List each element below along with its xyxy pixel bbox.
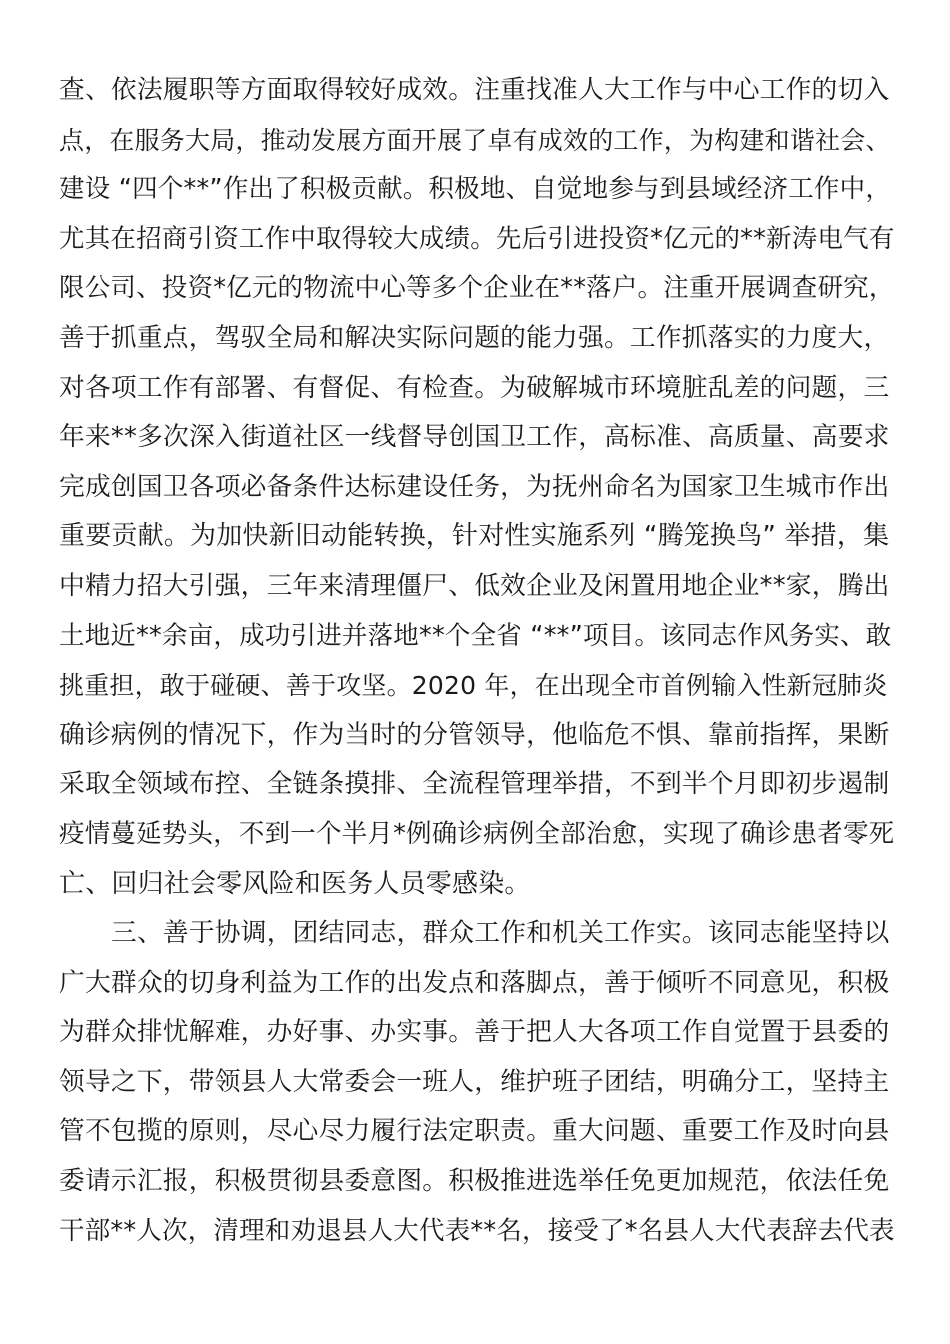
text-line: 干部**人次，清理和劝退县人大代表**名，接受了*名县人大代表辞去代表 [59,1215,895,1246]
body-text [59,66,895,1256]
text-line: 完成创国卫各项必备条件达标建设任务，为抚州命名为国家卫生城市作出 [59,471,890,502]
text-line: 领导之下，带领县人大常委会一班人，维护班子团结，明确分工，坚持主 [59,1066,890,1097]
text-line: 亡、回归社会零风险和医务人员零感染。 [59,868,531,899]
text-line: 重要贡献。为加快新旧动能转换，针对性实施系列 “腾笼换鸟” 举措，集 [59,521,890,552]
text-line: 挑重担，敢于碰硬、善于攻坚。2020 年，在出现全市首例输入性新冠肺炎 [59,671,888,701]
text-line: 对各项工作有部署、有督促、有检查。为破解城市环境脏乱差的问题，三 [59,372,890,403]
text-line: 中精力招大引强，三年来清理僵尸、低效企业及闲置用地企业**家，腾出 [59,570,890,601]
text-line: 确诊病例的情况下，作为当时的分管领导，他临危不惧、靠前指挥，果断 [59,719,890,750]
text-line: 广大群众的切身利益为工作的出发点和落脚点，善于倾听不同意见，积极 [59,967,890,998]
text-line: 土地近**余亩，成功引进并落地**个全省 “**”项目。该同志作风务实、敢 [59,620,892,651]
text-line: 点，在服务大局，推动发展方面开展了卓有成效的工作，为构建和谐社会、 [59,125,891,155]
text-line: 采取全领域布控、全链条摸排、全流程管理举措，不到半个月即初步遏制 [59,769,890,800]
text-line: 尤其在招商引资工作中取得较大成绩。先后引进投资*亿元的**新涛电气有 [59,223,895,254]
text-line: 管不包揽的原则，尽心尽力履行法定职责。重大问题、重要工作及时向县 [59,1116,890,1147]
text-line: 年来**多次深入街道社区一线督导创国卫工作，高标准、高质量、高要求 [59,422,890,453]
text-line: 善于抓重点，驾驭全局和解决实际问题的能力强。工作抓落实的力度大， [59,322,890,353]
text-line: 疫情蔓延势头，不到一个半月*例确诊病例全部治愈，实现了确诊患者零死 [59,818,895,849]
section-heading-line: 三、善于协调，团结同志，群众工作和机关工作实。该同志能坚持以 [111,918,890,949]
text-line: 委请示汇报，积极贯彻县委意图。积极推进选举任免更加规范，依法任免 [59,1166,890,1197]
text-line: 限公司、投资*亿元的物流中心等多个企业在**落户。注重开展调查研究， [59,273,895,304]
text-line: 为群众排忧解难，办好事、办实事。善于把人大各项工作自觉置于县委的 [59,1017,890,1048]
text-line: 建设 “四个**”作出了积极贡献。积极地、自觉地参与到县域经济工作中， [59,174,892,205]
text-line: 查、依法履职等方面取得较好成效。注重找准人大工作与中心工作的切入 [59,75,890,105]
